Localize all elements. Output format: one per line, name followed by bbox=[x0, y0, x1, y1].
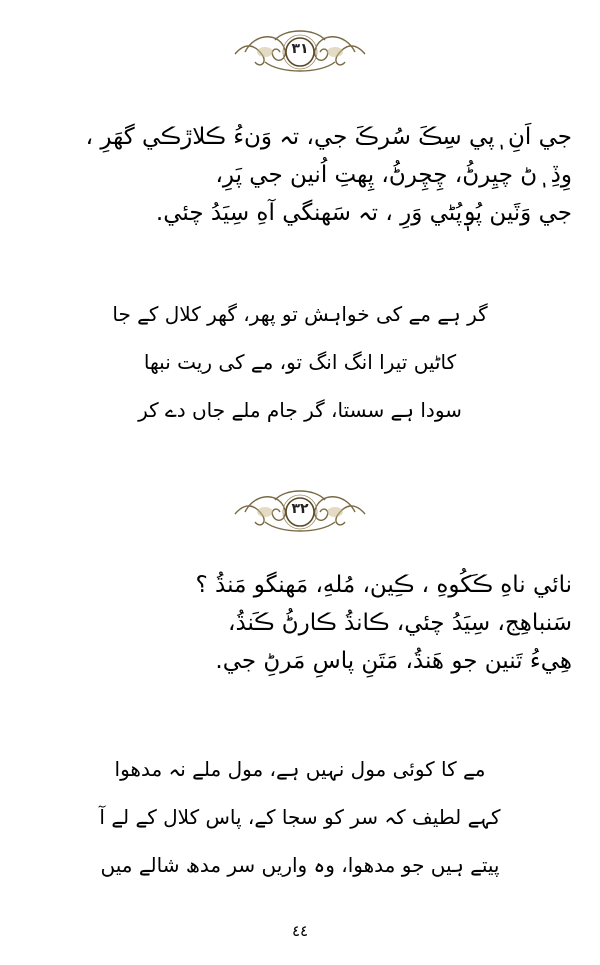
urdu-line: سودا ہے سستا، گر جام ملے جاں دے کر bbox=[138, 398, 462, 422]
urdu-line: کاٹیں تیرا انگ انگ تو، مے کی ریت نبھا bbox=[143, 350, 457, 374]
urdu-line: گر ہے مے کی خواہش تو پھر، گھر کلال کے جا bbox=[112, 302, 488, 326]
verse-number: ٣٢ bbox=[291, 501, 309, 517]
sindhi-line: هِيءُ تَنين جو هَنڌُ، مَتَنِ پاسِ مَرڻِ جي. bbox=[215, 648, 572, 674]
urdu-translation-32 bbox=[60, 745, 540, 889]
page-number: ٤٤ bbox=[291, 922, 309, 940]
sindhi-line: وِڏِ ٖڻ چيِرڻُ، چِچِرڻُ، پِهتِ اُنين جي پَرِ، bbox=[215, 162, 572, 188]
sindhi-line: جي اَنِ ٖپي سِڪَ سُرڪَ جي، تہ وَنءُ ڪلاڙڪي گهَرِ ، bbox=[85, 124, 572, 150]
sindhi-line: نائي ناهِ ڪَکُوهِ ، ڪِين، مُلهِ، مَهنگو مَنڌُ ؟ bbox=[195, 572, 572, 598]
urdu-line: مے کا کوئی مول نہیں ہے، مول ملے نہ مدھوا bbox=[114, 757, 486, 781]
urdu-line: کہے لطیف کہ سر کو سجا کے، پاس کلال کے لے آ bbox=[99, 805, 501, 829]
urdu-line: پیتے ہیں جو مدھوا، وہ واریں سر مدھ شالے میں bbox=[100, 853, 500, 877]
verse-ornament-31 bbox=[225, 22, 375, 82]
sindhi-line: سَنباهِج، سِيَدُ چئي، ڪانڌُ ڪارڻُ ڪَنڌُ، bbox=[228, 610, 572, 636]
urdu-translation-31 bbox=[60, 290, 540, 434]
verse-ornament-32 bbox=[225, 482, 375, 542]
sindhi-verse-32 bbox=[28, 566, 572, 680]
sindhi-verse-31 bbox=[28, 118, 572, 232]
verse-number: ٣١ bbox=[291, 41, 309, 57]
sindhi-line: جي وَٽَين پُوٖپُڻي وَرِ ، تہ سَهنگي آهِ سِيَدُ چئي. bbox=[155, 200, 572, 226]
